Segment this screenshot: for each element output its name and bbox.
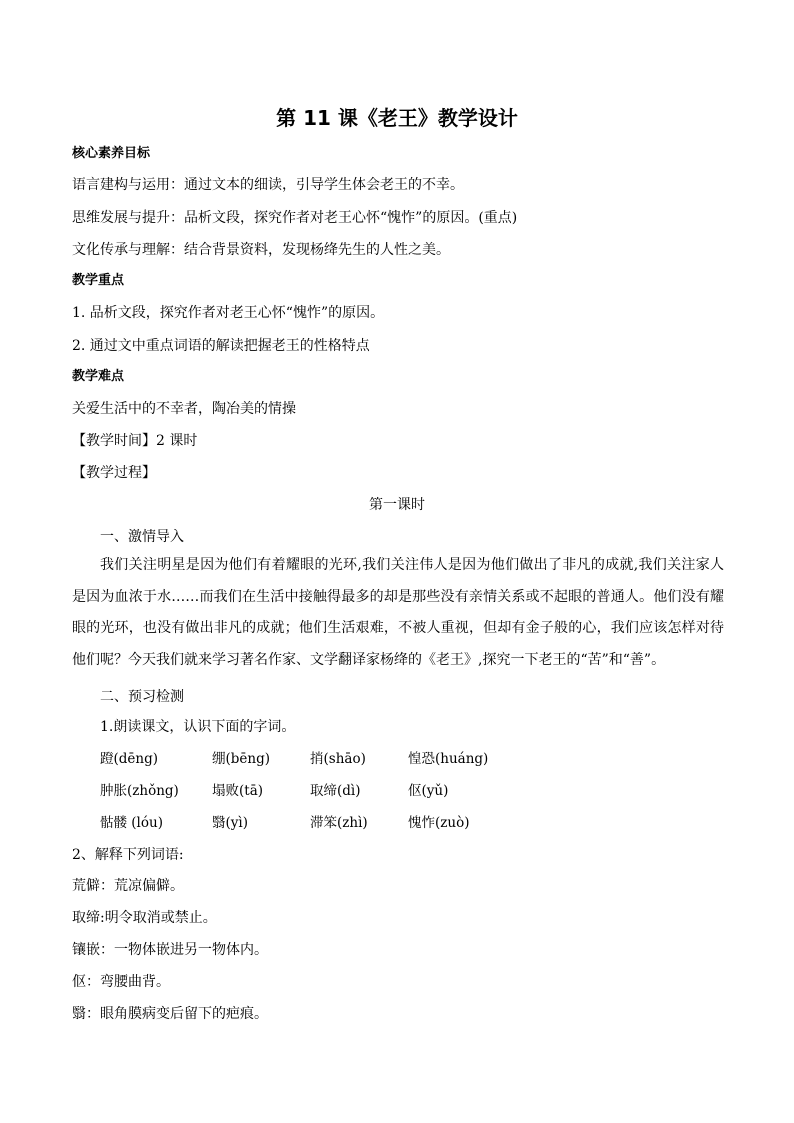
- vocab-item: 肿胀(zhǒng): [100, 783, 179, 799]
- goal-item: 思维发展与提升：品析文段，探究作者对老王心怀“愧怍”的原因。(重点): [72, 210, 518, 226]
- vocab-item: 取缔(dì): [310, 783, 361, 799]
- page-title: 第 11 课《老王》教学设计: [276, 106, 518, 130]
- intro-heading: 一、激情导入: [100, 529, 184, 545]
- key-points-heading: 教学重点: [72, 273, 125, 288]
- intro-paragraph: 我们关注明星是因为他们有着耀眼的光环,我们关注伟人是因为他们做出了非凡的成就,我们关注家人是因为血浓于水……而我们在生活中接触得最多的却是那些没有亲情关系或不起眼的普通人。他们没有耀眼的光环，也没有做出非凡的成就；他们生活艰难，不被人重视，但却有金子般的心，我们应该怎样对待他们呢？今天我们就来学习著名作家、文学翻译家杨绛的《老王》,探究一下老王的“苦”和“善”。: [72, 557, 724, 669]
- vocab-item: 愧怍(zuò): [408, 815, 470, 831]
- key-point-item: 1. 品析文段，探究作者对老王心怀“愧怍”的原因。: [72, 305, 385, 321]
- difficulties-text: 关爱生活中的不幸者，陶冶美的情操: [72, 401, 296, 417]
- vocab-item: 骷髅 (lóu): [100, 815, 163, 831]
- lesson-heading: 第一课时: [369, 497, 425, 513]
- definition-item: 镶嵌：一物体嵌进另一物体内。: [72, 942, 268, 958]
- teaching-time: 【教学时间】2 课时: [72, 433, 198, 449]
- goal-item: 文化传承与理解：结合背景资料，发现杨绛先生的人性之美。: [72, 242, 450, 258]
- vocab-item: 惶恐(huáng): [408, 751, 489, 767]
- vocab-item: 塌败(tā): [212, 783, 264, 799]
- definition-item: 伛：弯腰曲背。: [72, 974, 170, 990]
- definition-item: 取缔:明令取消或禁止。: [72, 910, 217, 926]
- vocab-item: 绷(bēng): [212, 751, 271, 767]
- vocab-item: 滞笨(zhì): [310, 815, 368, 831]
- vocab-item: 蹬(dēng): [100, 751, 159, 767]
- goals-heading: 核心素养目标: [72, 146, 151, 161]
- key-point-item: 2. 通过文中重点词语的解读把握老王的性格特点: [72, 338, 370, 354]
- vocab-item: 伛(yǔ): [408, 783, 449, 799]
- definition-item: 荒僻：荒凉偏僻。: [72, 878, 184, 894]
- explain-task: 2、解释下列词语:: [72, 847, 184, 863]
- preview-heading: 二、预习检测: [100, 689, 184, 705]
- difficulties-heading: 教学难点: [72, 369, 125, 384]
- goal-item: 语言建构与运用：通过文本的细读，引导学生体会老王的不幸。: [72, 177, 464, 193]
- teaching-process-heading: 【教学过程】: [72, 465, 156, 481]
- vocab-item: 翳(yì): [212, 815, 248, 831]
- definition-item: 翳：眼角膜病变后留下的疤痕。: [72, 1006, 268, 1022]
- vocab-item: 捎(shāo): [310, 751, 366, 767]
- read-task: 1.朗读课文，认识下面的字词。: [100, 719, 296, 735]
